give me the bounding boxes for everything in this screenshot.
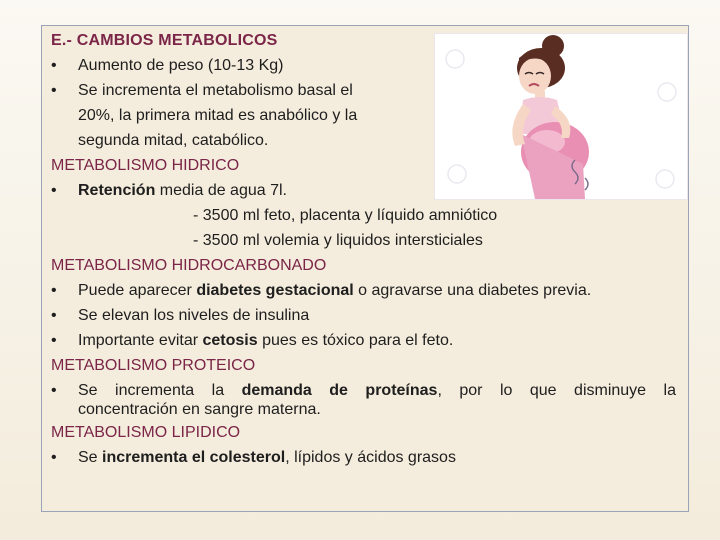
item-pre: Se (78, 449, 103, 466)
list-item (51, 278, 691, 303)
bullet-icon: • (51, 57, 57, 74)
list-item (51, 303, 691, 328)
emphasis: diabetes gestacional (196, 282, 354, 299)
item-text: Aumento de peso (10-13 Kg) (78, 57, 284, 74)
bullet-icon: • (51, 449, 57, 466)
bullet-icon: • (51, 82, 57, 99)
item-continuation: concentración en sangre materna. (78, 401, 321, 418)
item-rest: media de agua 7l. (155, 182, 287, 199)
item-text: Se elevan los niveles de insulina (78, 307, 310, 324)
item-continuation: 20%, la primera mitad es anabólico y la (78, 107, 358, 124)
list-item (51, 328, 691, 353)
item-text (51, 449, 456, 466)
item-post: , por lo que disminuye la (437, 382, 676, 399)
item-pre: Se incrementa la (78, 382, 242, 399)
emphasis: cetosis (202, 332, 258, 349)
item-continuation: segunda mitad, catabólico. (78, 132, 269, 149)
item-text (51, 182, 287, 199)
list-item (51, 78, 691, 103)
item-pre: Importante evitar (78, 332, 203, 349)
bullet-icon: • (51, 382, 57, 399)
slide-content (51, 28, 691, 470)
heading-hidrico: METABOLISMO HIDRICO (51, 157, 240, 174)
bullet-icon: • (51, 307, 57, 324)
item-post: , lípidos y ácidos grasos (285, 449, 456, 466)
heading-hidrocarbonado: METABOLISMO HIDROCARBONADO (51, 257, 327, 274)
item-pre: Puede aparecer (78, 282, 197, 299)
list-item (51, 53, 691, 78)
item-post: o agravarse una diabetes previa. (353, 282, 592, 299)
emphasis: incrementa el colesterol (102, 449, 286, 466)
heading-proteico: METABOLISMO PROTEICO (51, 357, 256, 374)
emphasis: demanda de proteínas (241, 382, 438, 399)
bullet-icon: • (51, 332, 57, 349)
bullet-icon: • (51, 182, 57, 199)
sub-item: - 3500 ml volemia y liquidos intersticiales (193, 232, 483, 249)
bullet-icon: • (51, 282, 57, 299)
section-title: E.- CAMBIOS METABOLICOS (51, 32, 278, 49)
list-item (51, 445, 691, 470)
heading-lipidico: METABOLISMO LIPIDICO (51, 424, 241, 441)
list-item (51, 178, 691, 203)
item-post: pues es tóxico para el feto. (257, 332, 454, 349)
item-text (51, 332, 453, 349)
emphasis: Retención (78, 182, 156, 199)
item-text: Se incrementa el metabolismo basal el (78, 82, 353, 99)
item-text (51, 282, 591, 299)
sub-item: - 3500 ml feto, placenta y líquido amniótico (193, 207, 498, 224)
